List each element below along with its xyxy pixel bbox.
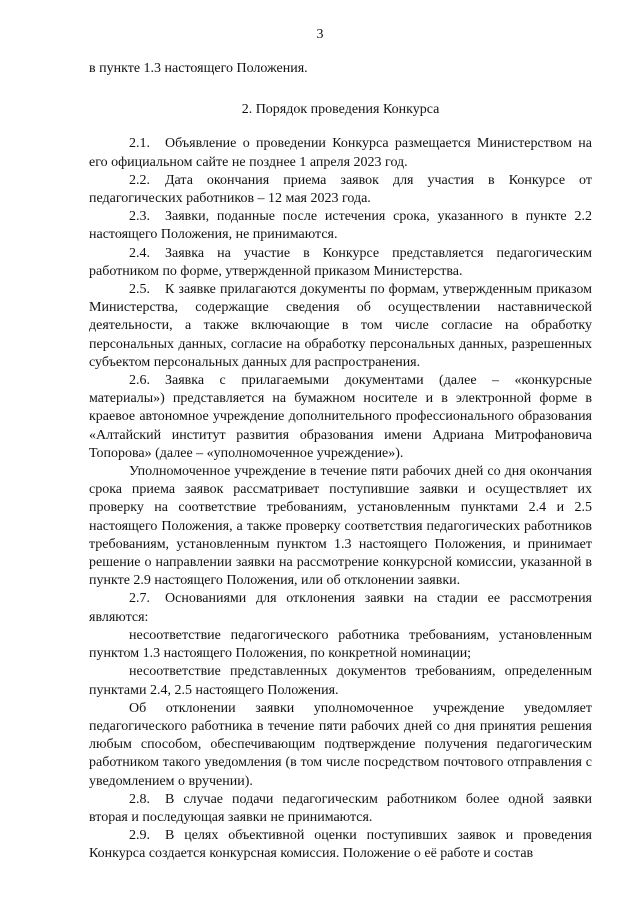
paragraph [89,245,592,281]
paragraph [89,208,592,244]
paragraph [89,135,592,171]
paragraph [89,827,592,863]
lead-line: в пункте 1.3 настоящего Положения. [89,61,308,76]
paragraph [89,791,592,827]
paragraph-number: 2.3. [129,209,150,225]
paragraph-number: 2.4. [129,245,150,261]
paragraph-text: Основаниями для отклонения заявки на стадии ее рассмотрения являются: [89,591,592,625]
paragraph-text: несоответствие педагогического работника требованиям, установленным пунктом 1.3 настоящего Положения, по конкретной номинации; [89,627,592,662]
paragraph-number: 2.9. [129,828,150,844]
paragraph-number: 2.2. [129,172,150,188]
paragraph-text: Заявки, поданные после истечения срока, указанного в пункте 2.2 настоящего Положения, не принимаются. [89,209,592,243]
paragraph-number: 2.8. [129,791,150,807]
paragraph-text: В целях объективной оценки поступивших заявок и проведения Конкурса создается конкурсная комиссия. Положение о её работе и состав [89,828,592,862]
paragraph-text: К заявке прилагаются документы по формам, утвержденным приказом Министерства, содержащие сведения об осуществлении наставнической деятельности, а также включающие в том числе согласие на обработку персональных данных, согласие на обработку персональных данных, разрешенных субъектом персональных данных для распространения. [89,282,592,370]
paragraph-text: Заявка на участие в Конкурсе представляется педагогическим работником по форме, утвержденной приказом Министерства. [89,245,592,279]
paragraph-number: 2.1. [129,136,150,152]
paragraph-text: Уполномоченное учреждение в течение пяти рабочих дней со дня окончания срока приема заявок рассматривает поступившие заявки и осуществляет их проверку на соответствие требованиям, установленным пунктами 2.4 и 2.5 настоящего Положения, а также проверку соответствия педагогических работников требованиям, установленным пунктом 1.3 настоящего Положения, и принимает решение о направлении заявки на рассмотрение конкурсной комиссии, указанной в пункте 2.9 настоящего Положения, или об отклонении заявки. [89,464,592,589]
paragraph [89,700,592,791]
paragraph-text: несоответствие представленных документов требованиям, определенным пунктами 2.4, 2.5 настоящего Положения. [89,664,592,698]
paragraph [89,590,592,626]
paragraph-text: В случае подачи педагогическим работником более одной заявки вторая и последующая заявки не принимаются. [89,791,592,825]
paragraph [89,281,592,372]
paragraph-number: 2.7. [129,591,150,607]
paragraph-number: 2.5. [129,282,150,298]
paragraph [89,172,592,208]
paragraph-text: Об отклонении заявки уполномоченное учреждение уведомляет педагогического работника в течение пяти рабочих дней со дня принятия решения любым способом, обеспечивающим подтверждение получения педагогическим работником такого уведомления (в том числе посредством почтового отправления с уведомлением о вручении). [89,700,592,789]
paragraph [89,463,592,590]
section-title: 2. Порядок проведения Конкурса [241,102,440,118]
paragraph [89,627,592,663]
paragraph-text: Дата окончания приема заявок для участия в Конкурсе от педагогических работников – 12 мая 2023 года. [89,172,592,207]
paragraph-text: Заявка с прилагаемыми документами (далее – «конкурсные материалы») представляется на бумажном носителе и в электронной форме в краевое автономное учреждение дополнительного профессионального образования «Алтайский институт развития образования имени Адриана Митрофановича Топорова» (далее – «уполномоченное учреждение»). [89,373,592,461]
paragraph-text: Объявление о проведении Конкурса размещается Министерством на его официальном сайте не позднее 1 апреля 2023 год. [89,136,592,170]
paragraph-list [89,135,592,863]
paragraph [89,663,592,699]
paragraph-number: 2.6. [129,373,150,389]
page-number: 3 [316,27,324,42]
document-body [89,60,592,864]
paragraph [89,372,592,463]
